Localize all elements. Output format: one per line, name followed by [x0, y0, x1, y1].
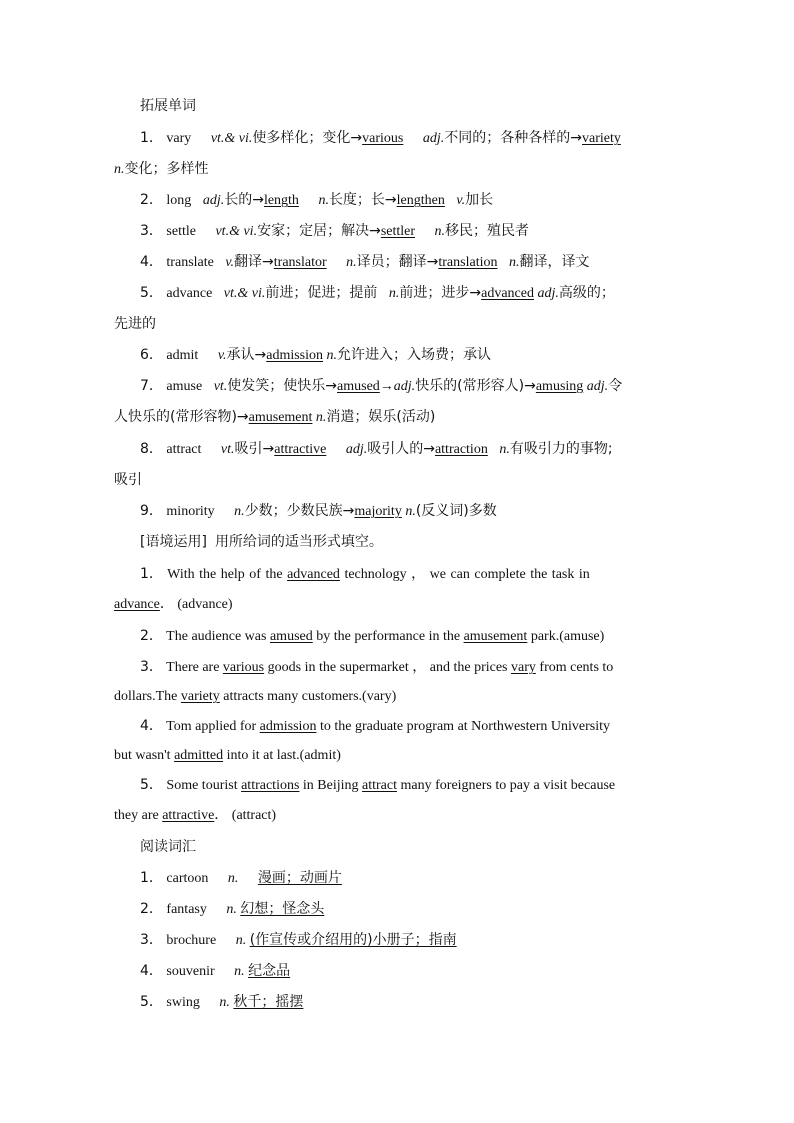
- answer-blank: attraction: [434, 442, 488, 457]
- exercise-sentence-1-cont: advance． (advance): [114, 597, 233, 612]
- vocab-item-5: 5． advance vt.& vi.前进；促进；提前 n.前进；进步→advanced adj.高级的；: [140, 285, 615, 301]
- vocab-item-9: 9． minority n.少数；少数民族→majority n.(反义词)多数: [140, 503, 497, 519]
- answer-blank: 漫画；动画片: [257, 870, 342, 886]
- vocab-item-7-cont: 人快乐的(常形容物)→amusement n.消遣；娱乐(活动): [114, 409, 436, 425]
- answer-blank: majority: [354, 504, 402, 519]
- exercise-sentence-3-cont: dollars.The variety attracts many customers.(vary): [114, 689, 397, 704]
- vocab-item-8: 8． attract vt.吸引→attractive adj.吸引人的→attraction n.有吸引力的事物;: [140, 441, 613, 457]
- answer-blank: lengthen: [396, 193, 445, 208]
- reading-vocab-item-5: 5． swing n. 秋千；摇摆: [140, 994, 304, 1010]
- answer-blank: translation: [438, 255, 498, 270]
- section-title-reading-vocab: 阅读词汇: [140, 839, 196, 855]
- answer-blank: length: [263, 193, 299, 208]
- answer-blank: translator: [273, 255, 327, 270]
- reading-vocab-item-1: 1． cartoon n. 漫画；动画片: [140, 870, 342, 886]
- exercise-sentence-4-cont: but wasn't admitted into it at last.(admit): [114, 748, 341, 763]
- exercise-sentence-1: 1． With the help of the advanced technology ， we can complete the task in: [140, 566, 590, 582]
- answer-blank: advanced: [287, 567, 340, 582]
- answer-blank: various: [222, 660, 265, 675]
- exercise-sentence-5-cont: they are attractive． (attract): [114, 808, 277, 823]
- answer-blank: variety: [180, 689, 220, 704]
- answer-blank: admitted: [174, 748, 224, 763]
- section-context-usage: [语境运用] 用所给词的适当形式填空。: [140, 534, 383, 550]
- answer-blank: 秋千；摇摆: [233, 994, 304, 1010]
- answer-blank: settler: [380, 224, 416, 239]
- vocab-item-5-cont: 先进的: [114, 316, 156, 332]
- vocab-item-7: 7． amuse vt.使发笑；使快乐→amused→adj.快乐的(常形容人)→amusing adj.令: [140, 378, 623, 394]
- answer-blank: amused: [269, 629, 313, 644]
- exercise-sentence-3: 3． There are various goods in the supermarket ， and the prices vary from cents to: [140, 659, 614, 675]
- answer-blank: amused: [337, 379, 380, 394]
- answer-blank: variety: [582, 131, 621, 146]
- exercise-sentence-2: 2． The audience was amused by the performance in the amusement park.(amuse): [140, 628, 605, 644]
- answer-blank: amusement: [463, 629, 528, 644]
- exercise-sentence-4: 4． Tom applied for admission to the graduate program at Northwestern University: [140, 718, 610, 734]
- vocab-item-2: 2． long adj.长的→length n.长度；长→lengthen v.加长: [140, 192, 494, 208]
- vocab-item-1-cont: n.变化；多样性: [114, 161, 209, 177]
- answer-blank: attractive: [162, 808, 215, 823]
- vocab-item-8-cont: 吸引: [114, 472, 142, 488]
- answer-blank: amusement: [248, 410, 313, 425]
- answer-blank: attract: [362, 778, 398, 793]
- vocab-item-3: 3． settle vt.& vi.安家；定居；解决→settler n.移民；殖民者: [140, 223, 530, 239]
- reading-vocab-item-2: 2． fantasy n. 幻想；怪念头: [140, 901, 325, 917]
- reading-vocab-item-3: 3． brochure n. (作宣传或介绍用的)小册子；指南: [140, 932, 457, 948]
- answer-blank: attractive: [274, 442, 327, 457]
- answer-blank: admission: [266, 348, 324, 363]
- answer-blank: advance: [114, 597, 160, 612]
- vocab-item-4: 4． translate v.翻译→translator n.译员；翻译→translation n.翻译，译文: [140, 254, 590, 270]
- answer-blank: vary: [511, 660, 536, 675]
- answer-blank: various: [362, 131, 404, 146]
- answer-blank: 幻想；怪念头: [240, 901, 325, 917]
- vocab-item-6: 6． admit v.承认→admission n.允许进入；入场费；承认: [140, 347, 492, 363]
- answer-blank: (作宣传或介绍用的)小册子；指南: [249, 932, 457, 948]
- exercise-sentence-5: 5． Some tourist attractions in Beijing attract many foreigners to pay a visit because: [140, 777, 616, 793]
- answer-blank: attractions: [241, 778, 300, 793]
- answer-blank: advanced: [481, 286, 534, 301]
- answer-blank: amusing: [535, 379, 584, 394]
- vocab-item-1: 1． vary vt.& vi.使多样化；变化→various adj.不同的；各种各样的→variety: [140, 130, 621, 146]
- section-title-expand-words: 拓展单词: [140, 98, 196, 114]
- answer-blank: 纪念品: [248, 963, 291, 979]
- answer-blank: admission: [259, 719, 317, 734]
- reading-vocab-item-4: 4． souvenir n. 纪念品: [140, 963, 291, 979]
